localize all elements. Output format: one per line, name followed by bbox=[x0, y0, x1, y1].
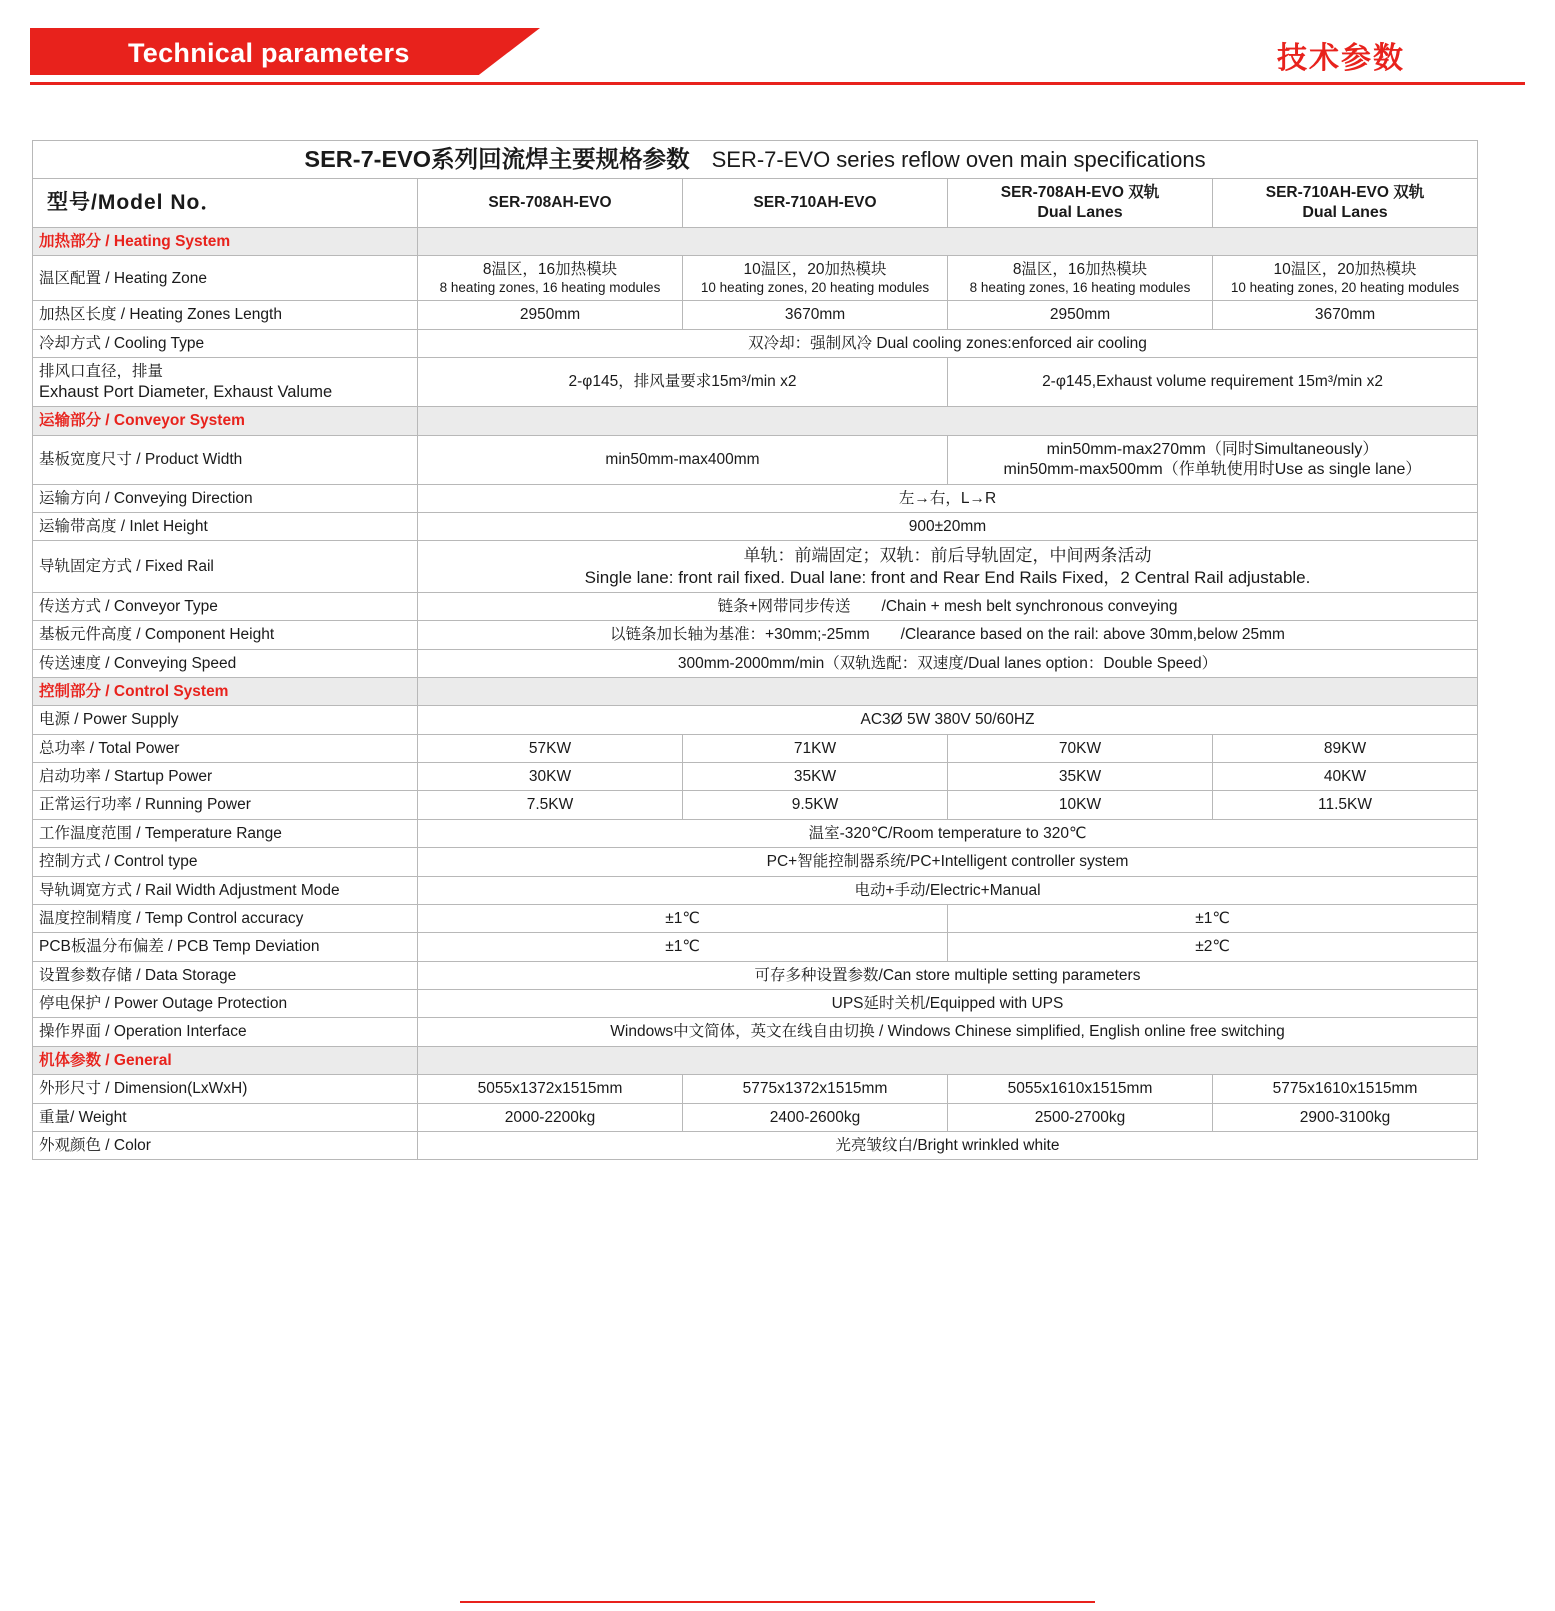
row-value: 300mm-2000mm/min（双轨选配：双速度/Dual lanes option：Double Speed） bbox=[418, 649, 1478, 677]
row-label: 加热区长度 / Heating Zones Length bbox=[33, 301, 418, 329]
section-header-heating bbox=[33, 227, 1478, 255]
table-row bbox=[33, 329, 1478, 357]
row-label: 传送速度 / Conveying Speed bbox=[33, 649, 418, 677]
table-row bbox=[33, 592, 1478, 620]
row-value: 2-φ145,Exhaust volume requirement 15m³/min x2 bbox=[948, 358, 1478, 407]
table-title-row bbox=[33, 141, 1478, 179]
row-value: PC+智能控制器系统/PC+Intelligent controller system bbox=[418, 848, 1478, 876]
row-value: 10KW bbox=[948, 791, 1213, 819]
row-value: 双冷却：强制风冷 Dual cooling zones:enforced air cooling bbox=[418, 329, 1478, 357]
header-divider bbox=[30, 82, 1525, 85]
model-name: SER-710AH-EVO bbox=[753, 194, 877, 212]
row-label: 设置参数存储 / Data Storage bbox=[33, 961, 418, 989]
row-value: 温室-320℃/Room temperature to 320℃ bbox=[418, 819, 1478, 847]
row-label: 启动功率 / Startup Power bbox=[33, 763, 418, 791]
row-value bbox=[683, 256, 948, 301]
row-value: 89KW bbox=[1213, 734, 1478, 762]
table-row bbox=[33, 649, 1478, 677]
row-label: PCB板温分布偏差 / PCB Temp Deviation bbox=[33, 933, 418, 961]
row-value: 2950mm bbox=[948, 301, 1213, 329]
row-value: 5775x1372x1515mm bbox=[683, 1075, 948, 1103]
row-value: 2950mm bbox=[418, 301, 683, 329]
row-value: 2900-3100kg bbox=[1213, 1103, 1478, 1131]
row-value: 2000-2200kg bbox=[418, 1103, 683, 1131]
row-label: 导轨调宽方式 / Rail Width Adjustment Mode bbox=[33, 876, 418, 904]
row-value: min50mm-max400mm bbox=[418, 435, 948, 484]
table-row bbox=[33, 961, 1478, 989]
row-label: 冷却方式 / Cooling Type bbox=[33, 329, 418, 357]
table-row bbox=[33, 791, 1478, 819]
row-value: 11.5KW bbox=[1213, 791, 1478, 819]
value-line-2: min50mm-max500mm（作单轨使用时Use as single lane） bbox=[1003, 460, 1422, 478]
table-row bbox=[33, 1103, 1478, 1131]
row-label: 导轨固定方式 / Fixed Rail bbox=[33, 541, 418, 593]
model-col-4 bbox=[1213, 179, 1478, 227]
row-value: 3670mm bbox=[683, 301, 948, 329]
row-value: 57KW bbox=[418, 734, 683, 762]
row-value: 电动+手动/Electric+Manual bbox=[418, 876, 1478, 904]
row-value: 以链条加长轴为基准：+30mm;-25mm /Clearance based on the rail: above 30mm,below 25mm bbox=[418, 621, 1478, 649]
section-title: 加热部分 / Heating System bbox=[33, 227, 418, 255]
table-row bbox=[33, 706, 1478, 734]
section-header-control bbox=[33, 677, 1478, 705]
row-value bbox=[948, 435, 1478, 484]
model-col-1 bbox=[418, 179, 683, 227]
table-row bbox=[33, 848, 1478, 876]
row-label: 电源 / Power Supply bbox=[33, 706, 418, 734]
row-value: 左→右，L→R bbox=[418, 484, 1478, 512]
section-filler bbox=[418, 407, 1478, 435]
row-label: 外观颜色 / Color bbox=[33, 1131, 418, 1159]
value-en: 10 heating zones, 20 heating modules bbox=[1230, 279, 1460, 295]
section-title: 运输部分 / Conveyor System bbox=[33, 407, 418, 435]
row-label: 停电保护 / Power Outage Protection bbox=[33, 990, 418, 1018]
row-value: 5055x1372x1515mm bbox=[418, 1075, 683, 1103]
value-cn: 8温区，16加热模块 bbox=[482, 261, 618, 279]
value-line-2: Single lane: front rail fixed. Dual lane: front and Rear End Rails Fixed，2 Central Rail adjustable. bbox=[584, 567, 1311, 587]
row-label-en: Exhaust Port Diameter, Exhaust Valume bbox=[39, 382, 333, 401]
section-title: 机体参数 / General bbox=[33, 1046, 418, 1074]
spec-table-container bbox=[32, 140, 1477, 1160]
value-en: 8 heating zones, 16 heating modules bbox=[969, 279, 1191, 295]
row-value bbox=[1213, 256, 1478, 301]
row-value bbox=[948, 256, 1213, 301]
row-value: 链条+网带同步传送 /Chain + mesh belt synchronous conveying bbox=[418, 592, 1478, 620]
table-row bbox=[33, 435, 1478, 484]
row-label: 基板元件高度 / Component Height bbox=[33, 621, 418, 649]
row-value: 5055x1610x1515mm bbox=[948, 1075, 1213, 1103]
value-line-1: min50mm-max270mm（同时Simultaneously） bbox=[1046, 440, 1379, 458]
row-label: 温区配置 / Heating Zone bbox=[33, 256, 418, 301]
row-value: 5775x1610x1515mm bbox=[1213, 1075, 1478, 1103]
row-value bbox=[418, 256, 683, 301]
row-value: 2-φ145，排风量要求15m³/min x2 bbox=[418, 358, 948, 407]
model-sub: Dual Lanes bbox=[1037, 203, 1123, 221]
table-row bbox=[33, 621, 1478, 649]
row-value: 2500-2700kg bbox=[948, 1103, 1213, 1131]
table-row bbox=[33, 512, 1478, 540]
table-row bbox=[33, 256, 1478, 301]
table-row bbox=[33, 358, 1478, 407]
row-label-cn: 排风口直径，排量 bbox=[39, 363, 164, 381]
table-row bbox=[33, 819, 1478, 847]
page-title-cn: 技术参数 bbox=[1277, 42, 1405, 75]
row-label: 温度控制精度 / Temp Control accuracy bbox=[33, 904, 418, 932]
row-label bbox=[33, 358, 418, 407]
value-cn: 8温区，16加热模块 bbox=[1012, 261, 1148, 279]
row-value: ±1℃ bbox=[418, 933, 948, 961]
model-name: SER-708AH-EVO bbox=[488, 194, 612, 212]
section-filler bbox=[418, 227, 1478, 255]
table-row bbox=[33, 541, 1478, 593]
row-value: 9.5KW bbox=[683, 791, 948, 819]
row-value: 7.5KW bbox=[418, 791, 683, 819]
table-row bbox=[33, 734, 1478, 762]
row-value: Windows中文简体，英文在线自由切换 / Windows Chinese simplified, English online free switching bbox=[418, 1018, 1478, 1046]
row-label: 正常运行功率 / Running Power bbox=[33, 791, 418, 819]
row-label: 总功率 / Total Power bbox=[33, 734, 418, 762]
table-row bbox=[33, 763, 1478, 791]
row-value: UPS延时关机/Equipped with UPS bbox=[418, 990, 1478, 1018]
table-title-en: SER-7-EVO series reflow oven main specifications bbox=[711, 147, 1206, 172]
table-row bbox=[33, 876, 1478, 904]
row-value: ±1℃ bbox=[948, 904, 1478, 932]
table-row bbox=[33, 990, 1478, 1018]
value-line-1: 单轨：前端固定；双轨：前后导轨固定，中间两条活动 bbox=[743, 546, 1152, 566]
row-value: 40KW bbox=[1213, 763, 1478, 791]
model-sub: Dual Lanes bbox=[1302, 203, 1388, 221]
model-col-3 bbox=[948, 179, 1213, 227]
row-label: 工作温度范围 / Temperature Range bbox=[33, 819, 418, 847]
row-label: 传送方式 / Conveyor Type bbox=[33, 592, 418, 620]
row-value: 2400-2600kg bbox=[683, 1103, 948, 1131]
row-value: ±1℃ bbox=[418, 904, 948, 932]
row-value: ±2℃ bbox=[948, 933, 1478, 961]
page-title-en: Technical parameters bbox=[128, 38, 410, 68]
row-label: 运输带高度 / Inlet Height bbox=[33, 512, 418, 540]
row-label: 控制方式 / Control type bbox=[33, 848, 418, 876]
section-header-general bbox=[33, 1046, 1478, 1074]
row-value: 可存多种设置参数/Can store multiple setting parameters bbox=[418, 961, 1478, 989]
value-cn: 10温区，20加热模块 bbox=[1273, 261, 1417, 279]
table-title-cn: SER-7-EVO系列回流焊主要规格参数 bbox=[304, 146, 690, 172]
table-row bbox=[33, 1131, 1478, 1159]
section-title: 控制部分 / Control System bbox=[33, 677, 418, 705]
value-cn: 10温区，20加热模块 bbox=[743, 261, 887, 279]
row-value: 3670mm bbox=[1213, 301, 1478, 329]
table-row bbox=[33, 1018, 1478, 1046]
row-value: 70KW bbox=[948, 734, 1213, 762]
row-label: 操作界面 / Operation Interface bbox=[33, 1018, 418, 1046]
spec-table bbox=[32, 140, 1478, 1160]
row-value: AC3Ø 5W 380V 50/60HZ bbox=[418, 706, 1478, 734]
table-row bbox=[33, 904, 1478, 932]
section-filler bbox=[418, 677, 1478, 705]
section-header-conveyor bbox=[33, 407, 1478, 435]
model-name: SER-708AH-EVO 双轨 bbox=[1000, 184, 1160, 202]
model-col-2 bbox=[683, 179, 948, 227]
page-header bbox=[0, 0, 1555, 96]
value-en: 10 heating zones, 20 heating modules bbox=[700, 279, 930, 295]
row-label: 运输方向 / Conveying Direction bbox=[33, 484, 418, 512]
model-name: SER-710AH-EVO 双轨 bbox=[1265, 184, 1425, 202]
row-value: 71KW bbox=[683, 734, 948, 762]
model-label: 型号/Model No． bbox=[33, 179, 418, 227]
row-value: 光亮皱纹白/Bright wrinkled white bbox=[418, 1131, 1478, 1159]
table-row bbox=[33, 933, 1478, 961]
footer-divider bbox=[460, 1601, 1095, 1603]
table-row bbox=[33, 301, 1478, 329]
row-label: 重量/ Weight bbox=[33, 1103, 418, 1131]
row-value: 30KW bbox=[418, 763, 683, 791]
model-header-row bbox=[33, 179, 1478, 227]
row-value bbox=[418, 541, 1478, 593]
row-value: 35KW bbox=[948, 763, 1213, 791]
section-filler bbox=[418, 1046, 1478, 1074]
table-row bbox=[33, 484, 1478, 512]
row-value: 900±20mm bbox=[418, 512, 1478, 540]
table-row bbox=[33, 1075, 1478, 1103]
value-en: 8 heating zones, 16 heating modules bbox=[439, 279, 661, 295]
row-label: 基板宽度尺寸 / Product Width bbox=[33, 435, 418, 484]
row-label: 外形尺寸 / Dimension(LxWxH) bbox=[33, 1075, 418, 1103]
row-value: 35KW bbox=[683, 763, 948, 791]
